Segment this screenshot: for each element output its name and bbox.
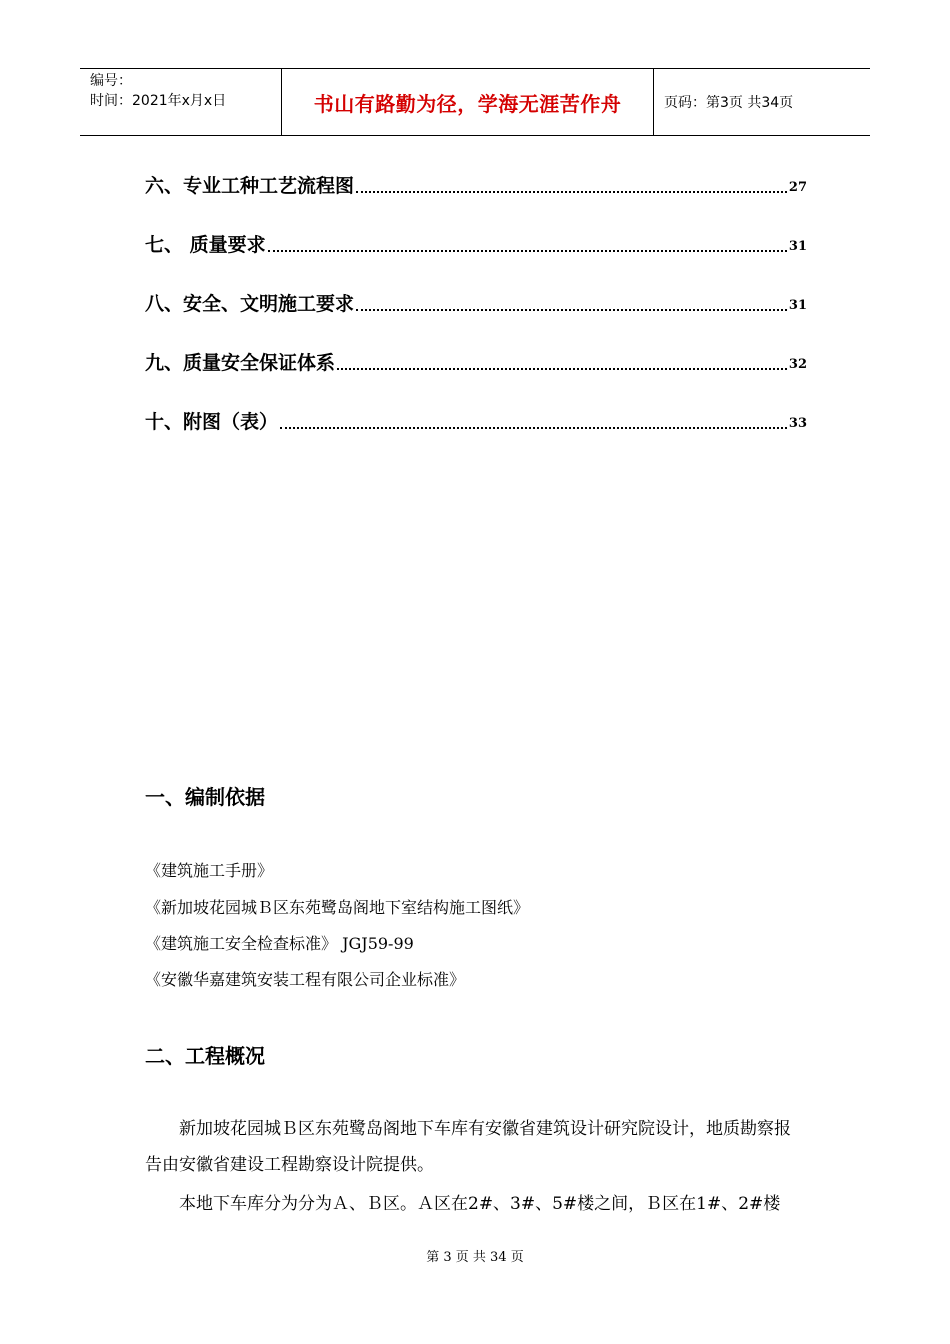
toc-entry-label: 八、安全、文明施工要求: [145, 293, 355, 315]
toc-leader: [280, 427, 787, 429]
section-heading: 一、编制依据: [145, 785, 265, 809]
toc-entry-page: 33: [788, 416, 807, 431]
reference-item: 《建筑施工手册》: [145, 861, 274, 880]
toc-entry-label: 九、质量安全保证体系: [145, 352, 336, 374]
reference-item: 《安徽华嘉建筑安装工程有限公司企业标准》: [145, 970, 466, 989]
toc-entry[interactable]: [145, 345, 807, 375]
toc-entry-page: 31: [788, 298, 807, 313]
reference-item: 《新加坡花园城Ｂ区东苑鹭岛阁地下室结构施工图纸》: [145, 898, 530, 917]
header-meta: [80, 69, 282, 135]
page-footer: 第 3 页 共 34 页: [426, 1250, 524, 1265]
toc-leader: [356, 191, 787, 193]
toc-leader: [337, 368, 787, 370]
toc-entry-label: 六、专业工种工艺流程图: [145, 175, 355, 197]
toc-entry[interactable]: [145, 227, 807, 257]
toc-leader: [356, 309, 787, 311]
toc-leader: [268, 250, 787, 252]
header-motto: 书山有路勤为径，学海无涯苦作舟: [282, 69, 654, 135]
toc-entry-label: 十、附图（表）: [145, 411, 279, 433]
body-paragraph: 新加坡花园城Ｂ区东苑鹭岛阁地下车库有安徽省建筑设计研究院设计，地质勘察报告由安徽省建设工程勘察设计院提供。: [145, 1119, 791, 1175]
section-heading: 二、工程概况: [145, 1044, 265, 1068]
toc-entry[interactable]: [145, 404, 807, 434]
header-page-info: 页码：第3页 共34页: [664, 95, 794, 111]
reference-item: 《建筑施工安全检查标准》 JGJ59-99: [145, 934, 414, 953]
page-header: [80, 68, 870, 136]
body-paragraph: 本地下车库分为分为Ａ、Ｂ区。Ａ区在2#、3#、5#楼之间，Ｂ区在1#、2#楼: [179, 1194, 781, 1214]
toc-entry-page: 32: [788, 357, 807, 372]
header-time: 时间：2021年x月x日: [90, 93, 227, 109]
toc-entry[interactable]: [145, 168, 807, 198]
toc-entry-label: 七、 质量要求: [145, 234, 266, 256]
toc-entry-page: 31: [788, 239, 807, 254]
header-number: 编号：: [90, 73, 132, 89]
toc-entry-page: 27: [788, 180, 807, 195]
toc-entry[interactable]: [145, 286, 807, 316]
